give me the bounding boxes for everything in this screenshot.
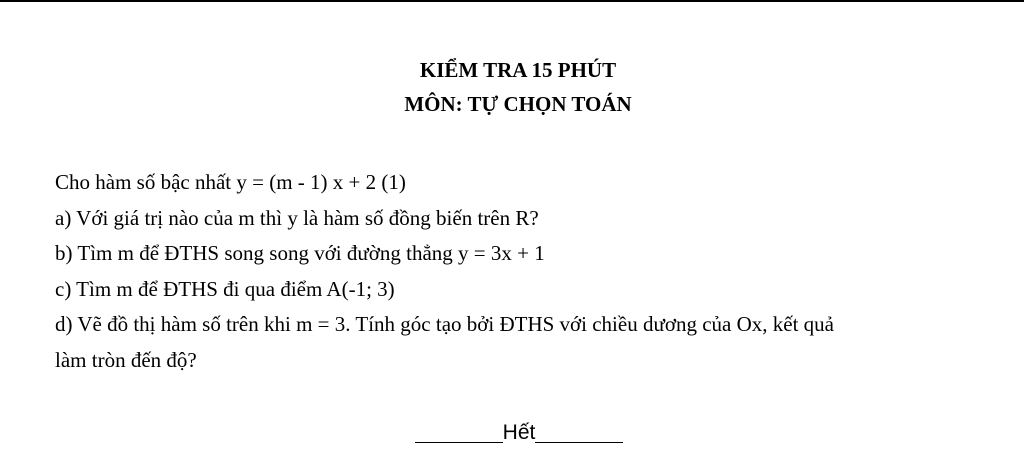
end-rule-right bbox=[535, 442, 623, 444]
question-d-line-1: d) Vẽ đồ thị hàm số trên khi m = 3. Tính góc tạo bởi ĐTHS với chiều dương của Ox, kết quả bbox=[55, 312, 834, 336]
exam-title: KIỂM TRA 15 PHÚT bbox=[419, 58, 617, 82]
end-text: Hết bbox=[502, 421, 536, 444]
end-marker bbox=[0, 420, 1024, 446]
subject-title: MÔN: TỰ CHỌN TOÁN bbox=[404, 92, 632, 116]
problem-intro: Cho hàm số bậc nhất y = (m - 1) x + 2 (1) bbox=[55, 170, 406, 194]
question-c: c) Tìm m để ĐTHS đi qua điểm A(-1; 3) bbox=[55, 276, 395, 301]
problem-body bbox=[55, 165, 995, 378]
question-a: a) Với giá trị nào của m thì y là hàm số đồng biến trên R? bbox=[55, 205, 539, 230]
question-b: b) Tìm m để ĐTHS song song với đường thẳng y = 3x + 1 bbox=[55, 241, 545, 265]
end-rule-left bbox=[415, 442, 503, 444]
top-border bbox=[0, 0, 1024, 2]
question-d-line-2: làm tròn đến độ? bbox=[55, 347, 197, 372]
